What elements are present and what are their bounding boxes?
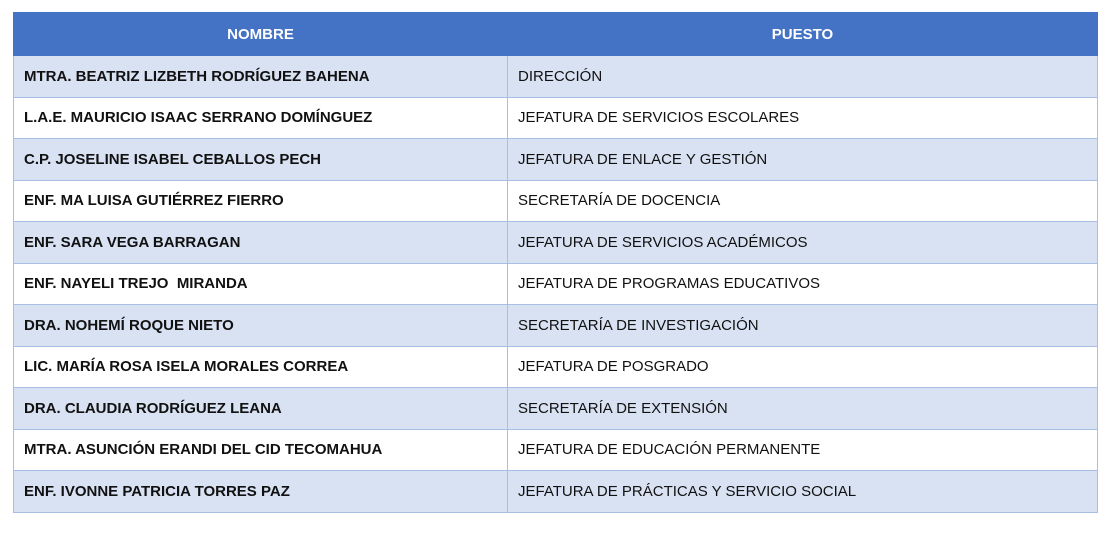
cell-nombre: ENF. MA LUISA GUTIÉRREZ FIERRO [14,180,508,222]
table-row [14,56,1098,98]
table-row [14,429,1098,471]
table-row [14,305,1098,347]
table-row [14,263,1098,305]
cell-nombre: ENF. IVONNE PATRICIA TORRES PAZ [14,471,508,513]
column-header-puesto: PUESTO [508,13,1098,56]
cell-nombre: ENF. NAYELI TREJO MIRANDA [14,263,508,305]
cell-nombre: LIC. MARÍA ROSA ISELA MORALES CORREA [14,346,508,388]
cell-puesto: DIRECCIÓN [508,56,1098,98]
staff-table [13,12,1098,513]
cell-puesto: SECRETARÍA DE INVESTIGACIÓN [508,305,1098,347]
table-row [14,180,1098,222]
cell-puesto: SECRETARÍA DE EXTENSIÓN [508,388,1098,430]
table-row [14,97,1098,139]
cell-nombre: MTRA. ASUNCIÓN ERANDI DEL CID TECOMAHUA [14,429,508,471]
table-row [14,471,1098,513]
cell-puesto: JEFATURA DE ENLACE Y GESTIÓN [508,139,1098,181]
cell-nombre: DRA. CLAUDIA RODRÍGUEZ LEANA [14,388,508,430]
table-header [14,13,1098,56]
table-body [14,56,1098,513]
cell-puesto: JEFATURA DE PRÁCTICAS Y SERVICIO SOCIAL [508,471,1098,513]
cell-nombre: ENF. SARA VEGA BARRAGAN [14,222,508,264]
staff-directory [13,12,1097,513]
column-header-nombre: NOMBRE [14,13,508,56]
table-row [14,222,1098,264]
cell-puesto: JEFATURA DE POSGRADO [508,346,1098,388]
table-row [14,346,1098,388]
cell-puesto: JEFATURA DE SERVICIOS ESCOLARES [508,97,1098,139]
cell-puesto: JEFATURA DE PROGRAMAS EDUCATIVOS [508,263,1098,305]
cell-puesto: JEFATURA DE EDUCACIÓN PERMANENTE [508,429,1098,471]
header-row [14,13,1098,56]
cell-nombre: DRA. NOHEMÍ ROQUE NIETO [14,305,508,347]
cell-puesto: SECRETARÍA DE DOCENCIA [508,180,1098,222]
cell-nombre: L.A.E. MAURICIO ISAAC SERRANO DOMÍNGUEZ [14,97,508,139]
cell-nombre: C.P. JOSELINE ISABEL CEBALLOS PECH [14,139,508,181]
table-row [14,388,1098,430]
cell-puesto: JEFATURA DE SERVICIOS ACADÉMICOS [508,222,1098,264]
cell-nombre: MTRA. BEATRIZ LIZBETH RODRÍGUEZ BAHENA [14,56,508,98]
table-row [14,139,1098,181]
